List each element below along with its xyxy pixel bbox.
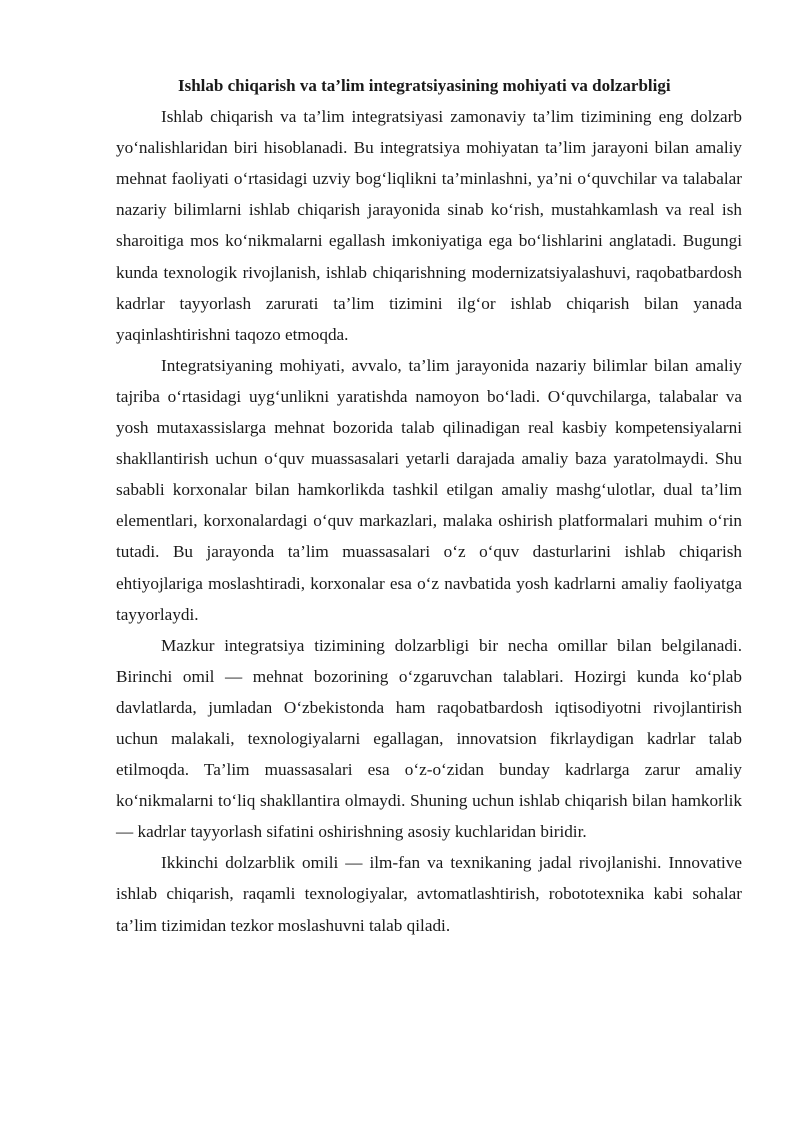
paragraph-4: Ikkinchi dolzarblik omili — ilm-fan va texnikaning jadal rivojlanishi. Innovative ishlab chiqarish, raqamli texnologiyalar, avtomatlashtirish, robototexnika kabi sohalar ta’lim tizimidan tezkor moslashuvni talab qiladi. xyxy=(116,853,742,935)
document-title: Ishlab chiqarish va ta’lim integratsiyasining mohiyati va dolzarbligi xyxy=(178,76,671,95)
paragraph-2: Integratsiyaning mohiyati, avvalo, ta’lim jarayonida nazariy bilimlar bilan amaliy tajriba o‘rtasidagi uyg‘unlikni yaratishda namoyon bo‘ladi. O‘quvchilarga, talabalar va yosh mutaxassislarga mehnat bozorida talab qilinadigan real kasbiy kompetensiyalarni shakllantirish uchun o‘quv muassasalari yetarli darajada amaliy baza yaratolmaydi. Shu sababli korxonalar bilan hamkorlikda tashkil etilgan amaliy mashg‘ulotlar, dual ta’lim elementlari, korxonalardagi o‘quv markazlari, malaka oshirish platformalari muhim o‘rin tutadi. Bu jarayonda ta’lim muassasalari o‘z o‘quv dasturlarini ishlab chiqarish ehtiyojlariga moslashtiradi, korxonalar esa o‘z navbatida yosh kadrlarni amaliy faoliyatga tayyorlaydi. xyxy=(116,355,742,624)
paragraph-3: Mazkur integratsiya tizimining dolzarbligi bir necha omillar bilan belgilanadi. Birinchi omil — mehnat bozorining o‘zgaruvchan talablari. Hozirgi kunda ko‘plab davlatlarda, jumladan O‘zbekistonda ham raqobatbardosh iqtisodiyotni rivojlantirish uchun malakali, texnologiyalarni egallagan, innovatsion fikrlaydigan kadrlar talab etilmoqda. Ta’lim muassasalari esa o‘z-o‘zidan bunday kadrlarga zarur amaliy ko‘nikmalarni to‘liq shakllantira olmaydi. Shuning uchun ishlab chiqarish bilan hamkorlik — kadrlar tayyorlash sifatini oshirishning asosiy kuchlaridan biridir. xyxy=(116,635,742,842)
document-body xyxy=(116,70,742,941)
paragraph-1: Ishlab chiqarish va ta’lim integratsiyasi zamonaviy ta’lim tizimining eng dolzarb yo‘nalishlaridan biri hisoblanadi. Bu integratsiya mohiyatan ta’lim jarayoni bilan amaliy mehnat faoliyati o‘rtasidagi uzviy bog‘liqlikni ta’minlashni, ya’ni o‘quvchilar va talabalar nazariy bilimlarni ishlab chiqarish jarayonida sinab ko‘rish, mustahkamlash va real ish sharoitiga mos ko‘nikmalarni egallash imkoniyatiga ega bo‘lishlarini anglatadi. Bugungi kunda texnologik rivojlanish, ishlab chiqarishning modernizatsiyalashuvi, raqobatbardosh kadrlar tayyorlash zarurati ta’lim tizimini ilg‘or ishlab chiqarish bilan yanada yaqinlashtirishni taqozo etmoqda. xyxy=(116,107,742,344)
